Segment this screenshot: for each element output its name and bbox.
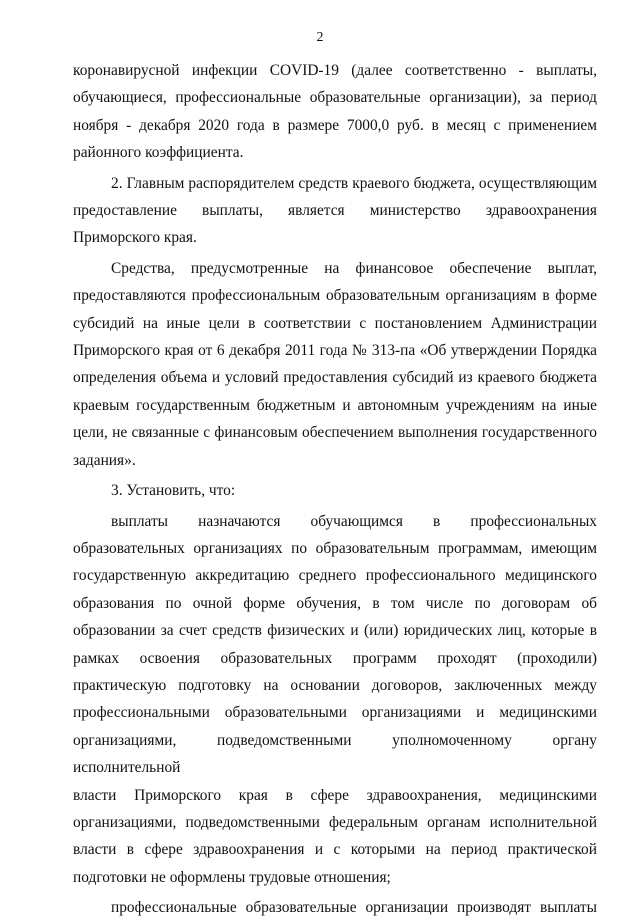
text-line: организациями, подведомственными федеральным органам исполнительной	[73, 813, 597, 831]
text-line: определения объема и условий предоставления субсидий из краевого бюджета	[73, 369, 597, 387]
text-line: Средства, предусмотренные на финансовое обеспечение выплат,	[111, 259, 597, 277]
text-line: образовательных организациях по образовательным программам, имеющим	[73, 539, 597, 557]
text-line: районного коэффициента.	[73, 144, 244, 162]
text-line: практическую подготовку на основании договоров, заключенных между	[73, 676, 597, 694]
text-line: предоставляются профессиональным образовательным организациям в форме	[73, 287, 597, 305]
text-line: власти в сфере здравоохранения и с которыми на период практической	[73, 841, 597, 859]
text-line: организациями, подведомственными уполномоченному органу исполнительной	[73, 731, 597, 777]
text-line: обучающиеся, профессиональные образовательные организации), за период	[73, 89, 597, 107]
text-line: профессиональными образовательными организациями и медицинскими	[73, 704, 597, 722]
text-line: цели, не связанные с финансовым обеспечением выполнения государственного	[73, 424, 597, 442]
text-line: краевым государственным бюджетным и автономным учреждениям на иные	[73, 396, 597, 414]
text-line: ноября - декабря 2020 года в размере 7000,0 руб. в месяц с применением	[73, 116, 597, 134]
text-line: Приморского края от 6 декабря 2011 года № 313-па «Об утверждении Порядка	[73, 342, 597, 360]
page-number: 2	[316, 30, 324, 45]
text-line: подготовки не оформлены трудовые отношения;	[73, 868, 391, 886]
text-line: коронавирусной инфекции COVID-19 (далее соответственно - выплаты,	[73, 62, 597, 79]
text-line: власти Приморского края в сфере здравоохранения, медицинскими	[73, 786, 597, 804]
document-body	[73, 57, 597, 922]
text-line: образования по очной форме обучения, в том числе по договорам об	[73, 594, 597, 612]
text-line: профессиональные образовательные организации производят выплаты	[111, 899, 597, 917]
text-line: образовании за счет средств физических и (или) юридических лиц, которые в	[73, 622, 597, 640]
text-line: Приморского края.	[73, 229, 197, 247]
text-line: 2. Главным распорядителем средств краевого бюджета, осуществляющим	[111, 174, 597, 192]
text-line: государственную аккредитацию среднего профессионального медицинского	[73, 567, 597, 585]
text-line: субсидий на иные цели в соответствии с постановлением Администрации	[73, 314, 597, 332]
text-line: выплаты назначаются обучающимся в профессиональных	[111, 512, 597, 530]
text-line: задания».	[73, 451, 136, 469]
text-line: рамках освоения образовательных программ проходят (проходили)	[73, 649, 597, 667]
text-line: 3. Установить, что:	[111, 482, 236, 500]
text-line: предоставление выплаты, является министерство здравоохранения	[73, 202, 597, 220]
